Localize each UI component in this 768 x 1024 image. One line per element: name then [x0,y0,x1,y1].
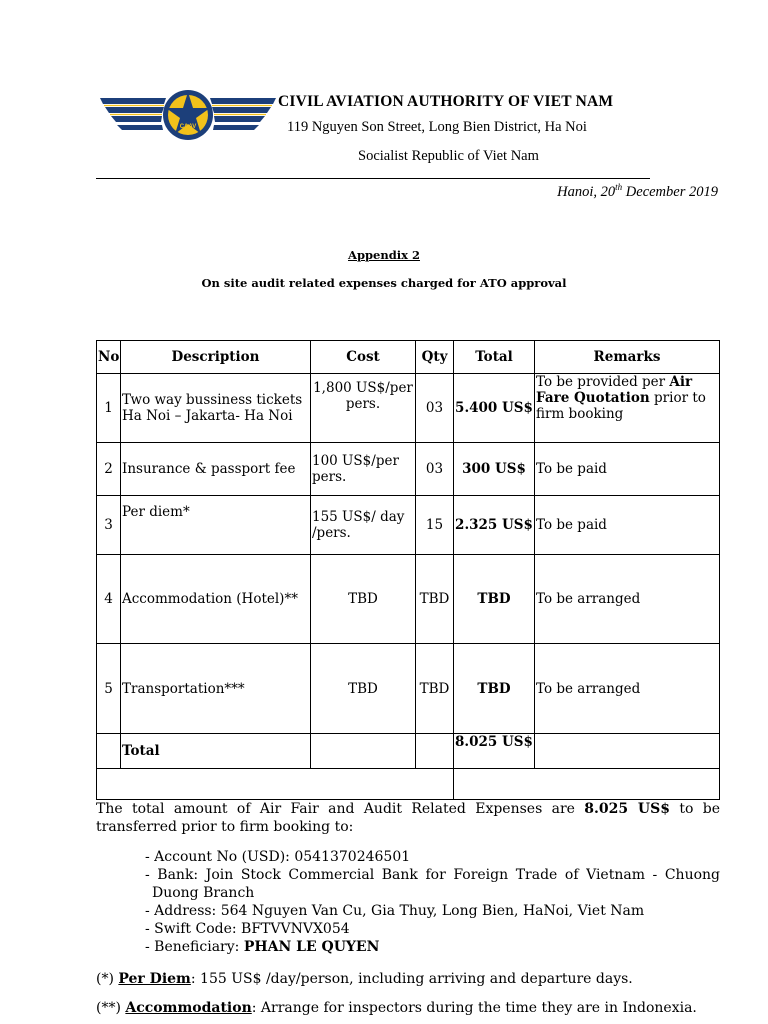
row-total: TBD [454,644,535,734]
row-total: 300 US$ [454,443,535,496]
fn2-label: Accommodation [125,1000,252,1016]
table-total-row [97,734,720,769]
empty-cell [97,769,454,800]
row-qty: TBD [416,555,454,644]
transfer-paragraph [96,800,720,836]
total-cost-cell [311,734,416,769]
table-row [97,496,720,555]
footnote-per-diem [96,971,633,987]
bank-branch-line: Duong Branch [152,885,255,901]
row-qty: TBD [416,644,454,734]
row-cost: 1,800 US$/per pers. [311,374,416,443]
header-total: Total [454,341,535,374]
bank-account-line: - Account No (USD): 0541370246501 [145,849,411,865]
row-remarks: To be paid [535,443,720,496]
remark-post: prior to firm booking [536,390,706,422]
document-date [557,182,718,201]
table-row [97,555,720,644]
date-sup: th [615,182,623,192]
table-row [97,443,720,496]
table-header-row [97,341,720,374]
fn1-text: : 155 US$ /day/person, including arriving and departure days. [190,971,633,987]
appendix-subtitle: On site audit related expenses charged for ATO approval [201,276,567,290]
header-no: No [97,341,121,374]
fn2-text: : Arrange for inspectors during the time they are in Indonexia. [251,1000,697,1016]
row-qty: 03 [416,443,454,496]
row-no: 3 [97,496,121,555]
beneficiary-label: - Beneficiary: [145,939,244,955]
row-remarks: To be paid [535,496,720,555]
row-remarks [535,374,720,443]
header-qty: Qty [416,341,454,374]
appendix-title: Appendix 2 [348,248,420,262]
fn2-mark: (**) [96,1000,126,1016]
empty-cell [454,769,720,800]
logo-right-wing [210,98,276,130]
row-remarks: To be arranged [535,555,720,644]
org-address: 119 Nguyen Son Street, Long Bien District, Ha Noi [287,119,587,135]
row-cost: 100 US$/per pers. [311,443,416,496]
date-prefix: Hanoi, 20 [557,183,616,200]
row-description: Insurance & passport fee [121,443,311,496]
row-no: 5 [97,644,121,734]
header-cost: Cost [311,341,416,374]
row-no: 2 [97,443,121,496]
row-description: Accommodation (Hotel)** [121,555,311,644]
row-no: 1 [97,374,121,443]
remark-pre: To be provided per [536,374,670,390]
org-name: CIVIL AVIATION AUTHORITY OF VIET NAM [278,93,614,110]
transfer-amount: 8.025 US$ [584,801,670,817]
remark-bold: Air Fare Quotation [536,374,693,406]
row-description: Per diem* [121,496,311,555]
row-no: 4 [97,555,121,644]
row-description: Transportation*** [121,644,311,734]
row-qty: 03 [416,374,454,443]
bank-beneficiary-line [145,938,720,956]
row-remarks: To be arranged [535,644,720,734]
table-empty-row [97,769,720,800]
total-label: Total [121,734,311,769]
org-country: Socialist Republic of Viet Nam [358,148,539,164]
row-total: 5.400 US$ [454,374,535,443]
row-cost: TBD [311,644,416,734]
header-remarks: Remarks [535,341,720,374]
footnote-accommodation [96,1000,697,1016]
beneficiary-name: PHAN LE QUYEN [243,939,380,955]
header-divider [96,178,650,179]
logo-text: CAAV [179,124,197,130]
total-remarks-cell [535,734,720,769]
caav-logo [100,84,276,146]
fn1-mark: (*) [96,971,119,987]
total-qty-cell [416,734,454,769]
logo-left-wing [100,98,166,130]
total-no-cell [97,734,121,769]
table-row [97,644,720,734]
expenses-table [96,340,720,800]
total-value: 8.025 US$ [454,734,535,769]
row-total: TBD [454,555,535,644]
transfer-text-post: to be transferred prior to firm booking to: [96,801,720,835]
row-total: 2.325 US$ [454,496,535,555]
row-description: Two way bussiness tickets Ha Noi – Jakarta- Ha Noi [121,374,311,443]
bank-swift-line: - Swift Code: BFTVVNVX054 [145,921,350,937]
fn1-label: Per Diem [118,971,191,987]
table-row [97,374,720,443]
bank-details [145,848,720,956]
date-suffix: December 2019 [622,183,718,200]
row-cost: 155 US$/ day /pers. [311,496,416,555]
row-cost: TBD [311,555,416,644]
row-qty: 15 [416,496,454,555]
bank-name-line: - Bank: Join Stock Commercial Bank for Foreign Trade of Vietnam - Chuong [145,867,720,883]
header-description: Description [121,341,311,374]
transfer-text-pre: The total amount of Air Fair and Audit Related Expenses are [96,801,585,817]
bank-address-line: - Address: 564 Nguyen Van Cu, Gia Thuy, Long Bien, HaNoi, Viet Nam [145,903,645,919]
